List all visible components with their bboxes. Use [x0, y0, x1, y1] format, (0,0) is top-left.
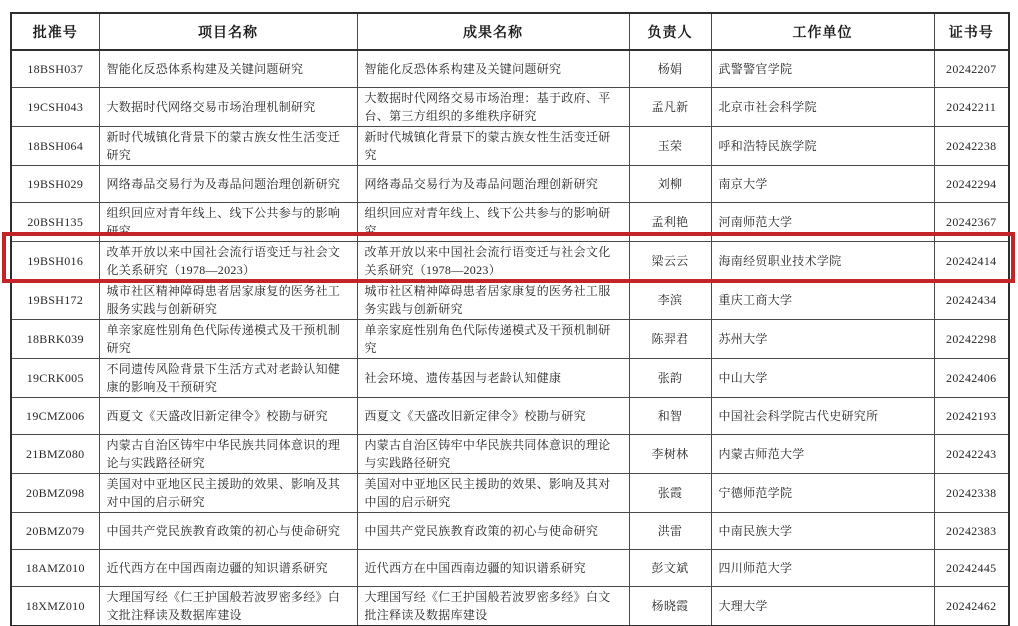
cell-organization: 四川师范大学 [711, 549, 934, 586]
cell-organization: 河南师范大学 [711, 202, 934, 241]
cell-certificate: 20242383 [934, 512, 1009, 549]
cell-result: 西夏文《天盛改旧新定律令》校勘与研究 [357, 397, 629, 434]
cell-project: 美国对中亚地区民主援助的效果、影响及其对中国的启示研究 [99, 473, 357, 512]
table-row [11, 280, 1009, 319]
cell-approval: 19BSH029 [11, 165, 99, 202]
table-row [11, 50, 1009, 87]
cell-project: 改革开放以来中国社会流行语变迁与社会文化关系研究（1978—2023） [99, 241, 357, 280]
cell-certificate: 20242243 [934, 434, 1009, 473]
cell-leader: 杨娟 [629, 50, 711, 87]
cell-leader: 孟凡新 [629, 87, 711, 126]
cell-result: 社会环境、遗传基因与老龄认知健康 [357, 358, 629, 397]
cell-organization: 苏州大学 [711, 319, 934, 358]
cell-project: 近代西方在中国西南边疆的知识谱系研究 [99, 549, 357, 586]
cell-certificate: 20242367 [934, 202, 1009, 241]
cell-approval: 18XMZ010 [11, 586, 99, 626]
cell-leader: 和智 [629, 397, 711, 434]
cell-result: 网络毒品交易行为及毒品问题治理创新研究 [357, 165, 629, 202]
cell-approval: 19CRK005 [11, 358, 99, 397]
cell-leader: 李树林 [629, 434, 711, 473]
cell-organization: 重庆工商大学 [711, 280, 934, 319]
table-row [11, 358, 1009, 397]
cell-organization: 中山大学 [711, 358, 934, 397]
table-row [11, 87, 1009, 126]
cell-project: 新时代城镇化背景下的蒙古族女性生活变迁研究 [99, 126, 357, 165]
cell-certificate: 20242238 [934, 126, 1009, 165]
table-body [11, 50, 1009, 626]
table-row [11, 549, 1009, 586]
cell-leader: 洪雷 [629, 512, 711, 549]
cell-organization: 南京大学 [711, 165, 934, 202]
cell-leader: 刘柳 [629, 165, 711, 202]
cell-project: 不同遗传风险背景下生活方式对老龄认知健康的影响及干预研究 [99, 358, 357, 397]
cell-leader: 梁云云 [629, 241, 711, 280]
header-approval: 批准号 [11, 13, 99, 50]
cell-approval: 18AMZ010 [11, 549, 99, 586]
cell-approval: 18BRK039 [11, 319, 99, 358]
cell-organization: 呼和浩特民族学院 [711, 126, 934, 165]
table-row [11, 512, 1009, 549]
cell-organization: 海南经贸职业技术学院 [711, 241, 934, 280]
cell-organization: 武警警官学院 [711, 50, 934, 87]
cell-approval: 21BMZ080 [11, 434, 99, 473]
table-row [11, 319, 1009, 358]
cell-certificate: 20242414 [934, 241, 1009, 280]
table-row-highlighted [11, 241, 1009, 280]
cell-approval: 20BSH135 [11, 202, 99, 241]
cell-certificate: 20242462 [934, 586, 1009, 626]
cell-organization: 中国社会科学院古代史研究所 [711, 397, 934, 434]
cell-organization: 北京市社会科学院 [711, 87, 934, 126]
cell-project: 城市社区精神障碍患者居家康复的医务社工服务实践与创新研究 [99, 280, 357, 319]
cell-organization: 宁德师范学院 [711, 473, 934, 512]
cell-certificate: 20242294 [934, 165, 1009, 202]
table-row [11, 397, 1009, 434]
cell-result: 单亲家庭性别角色代际传递模式及干预机制研究 [357, 319, 629, 358]
cell-result: 中国共产党民族教育政策的初心与使命研究 [357, 512, 629, 549]
header-result: 成果名称 [357, 13, 629, 50]
cell-approval: 20BMZ098 [11, 473, 99, 512]
cell-leader: 陈羿君 [629, 319, 711, 358]
table-row [11, 126, 1009, 165]
cell-organization: 中南民族大学 [711, 512, 934, 549]
cell-approval: 18BSH037 [11, 50, 99, 87]
cell-project: 单亲家庭性别角色代际传递模式及干预机制研究 [99, 319, 357, 358]
header-project: 项目名称 [99, 13, 357, 50]
cell-certificate: 20242298 [934, 319, 1009, 358]
cell-certificate: 20242434 [934, 280, 1009, 319]
cell-leader: 张韵 [629, 358, 711, 397]
cell-project: 智能化反恐体系构建及关键问题研究 [99, 50, 357, 87]
cell-result: 改革开放以来中国社会流行语变迁与社会文化关系研究（1978—2023） [357, 241, 629, 280]
cell-project: 大理国写经《仁王护国般若波罗密多经》白文批注释读及数据库建设 [99, 586, 357, 626]
cell-approval: 19CMZ006 [11, 397, 99, 434]
header-row [11, 13, 1009, 50]
cell-leader: 张霞 [629, 473, 711, 512]
cell-leader: 玉荣 [629, 126, 711, 165]
table-row [11, 165, 1009, 202]
cell-result: 近代西方在中国西南边疆的知识谱系研究 [357, 549, 629, 586]
table-row [11, 473, 1009, 512]
header-leader: 负责人 [629, 13, 711, 50]
cell-approval: 19CSH043 [11, 87, 99, 126]
cell-certificate: 20242193 [934, 397, 1009, 434]
cell-certificate: 20242338 [934, 473, 1009, 512]
cell-result: 城市社区精神障碍患者居家康复的医务社工服务实践与创新研究 [357, 280, 629, 319]
cell-leader: 孟利艳 [629, 202, 711, 241]
cell-approval: 19BSH016 [11, 241, 99, 280]
cell-certificate: 20242406 [934, 358, 1009, 397]
table-row [11, 202, 1009, 241]
cell-approval: 20BMZ079 [11, 512, 99, 549]
results-table-wrap [10, 12, 1008, 626]
cell-project: 网络毒品交易行为及毒品问题治理创新研究 [99, 165, 357, 202]
cell-certificate: 20242445 [934, 549, 1009, 586]
cell-approval: 19BSH172 [11, 280, 99, 319]
table-header [11, 13, 1009, 50]
cell-organization: 大理大学 [711, 586, 934, 626]
cell-certificate: 20242207 [934, 50, 1009, 87]
results-table [10, 12, 1010, 626]
cell-leader: 李滨 [629, 280, 711, 319]
cell-project: 内蒙古自治区铸牢中华民族共同体意识的理论与实践路径研究 [99, 434, 357, 473]
table-row [11, 586, 1009, 626]
cell-result: 新时代城镇化背景下的蒙古族女性生活变迁研究 [357, 126, 629, 165]
cell-result: 组织回应对青年线上、线下公共参与的影响研究 [357, 202, 629, 241]
header-certificate: 证书号 [934, 13, 1009, 50]
cell-leader: 彭文斌 [629, 549, 711, 586]
cell-leader: 杨晓霞 [629, 586, 711, 626]
cell-certificate: 20242211 [934, 87, 1009, 126]
cell-approval: 18BSH064 [11, 126, 99, 165]
table-row [11, 434, 1009, 473]
cell-result: 内蒙古自治区铸牢中华民族共同体意识的理论与实践路径研究 [357, 434, 629, 473]
cell-result: 美国对中亚地区民主援助的效果、影响及其对中国的启示研究 [357, 473, 629, 512]
cell-project: 中国共产党民族教育政策的初心与使命研究 [99, 512, 357, 549]
cell-organization: 内蒙古师范大学 [711, 434, 934, 473]
cell-result: 大数据时代网络交易市场治理：基于政府、平台、第三方组织的多维秩序研究 [357, 87, 629, 126]
header-organization: 工作单位 [711, 13, 934, 50]
cell-result: 大理国写经《仁王护国般若波罗密多经》白文批注释读及数据库建设 [357, 586, 629, 626]
cell-project: 组织回应对青年线上、线下公共参与的影响研究 [99, 202, 357, 241]
cell-project: 大数据时代网络交易市场治理机制研究 [99, 87, 357, 126]
cell-result: 智能化反恐体系构建及关键问题研究 [357, 50, 629, 87]
cell-project: 西夏文《天盛改旧新定律令》校勘与研究 [99, 397, 357, 434]
